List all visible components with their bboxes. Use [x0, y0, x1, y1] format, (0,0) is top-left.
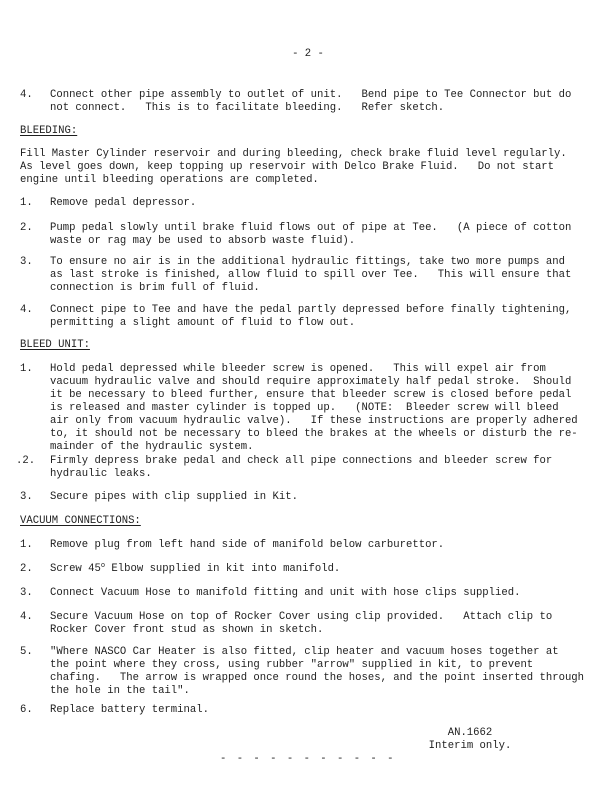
item-line: mainder of the hydraulic system.: [50, 441, 254, 453]
item-line: Replace battery terminal.: [50, 704, 209, 716]
item-number: 5.: [20, 646, 33, 658]
item-line: waste or rag may be used to absorb waste fluid).: [50, 235, 356, 247]
item-line: not connect. This is to facilitate bleeding. Refer sketch.: [50, 102, 445, 114]
item-line: "Where NASCO Car Heater is also fitted, clip heater and vacuum hoses together at: [50, 646, 559, 658]
item-line: Firmly depress brake pedal and check all pipe connections and bleeder screw for: [50, 455, 553, 467]
item-line: Connect pipe to Tee and have the pedal partly depressed before finally tightening,: [50, 304, 572, 316]
item-text: Screw 45: [50, 563, 101, 575]
item-line: is released and master cylinder is topped up. (NOTE: Bleeder screw will bleed: [50, 402, 559, 414]
section-heading-bleeding: BLEEDING:: [20, 125, 78, 137]
item-line: permitting a slight amount of fluid to flow out.: [50, 317, 356, 329]
end-rule: - - - - - - - - - - -: [220, 753, 396, 765]
item-line: chafing. The arrow is wrapped once round the hoses, and the point inserted through: [50, 672, 585, 684]
item-number: 3.: [20, 587, 33, 599]
item-line: the point where they cross, using rubber "arrow" supplied in kit, to prevent: [50, 659, 534, 671]
paragraph-line: Fill Master Cylinder reservoir and during bleeding, check brake fluid level regularly.: [20, 148, 567, 160]
item-number: 1.: [20, 197, 33, 209]
item-number: 4.: [20, 89, 33, 101]
item-number: 2.: [20, 222, 33, 234]
item-line: Pump pedal slowly until brake fluid flows out of pipe at Tee. (A piece of cotton: [50, 222, 572, 234]
item-line: Secure Vacuum Hose on top of Rocker Cover using clip provided. Attach clip to: [50, 611, 553, 623]
item-number: 3.: [20, 491, 33, 503]
item-line: Hold pedal depressed while bleeder screw is opened. This will expel air from: [50, 363, 546, 375]
section-heading-bleed-unit: BLEED UNIT:: [20, 339, 90, 351]
item-line: [50, 563, 340, 576]
item-line: Secure pipes with clip supplied in Kit.: [50, 491, 298, 503]
item-line: hydraulic leaks.: [50, 468, 152, 480]
item-line: connection is brim full of fluid.: [50, 282, 260, 294]
item-number: 1.: [20, 539, 33, 551]
item-line: To ensure no air is in the additional hydraulic fittings, take two more pumps and: [50, 256, 565, 268]
page-number: - 2 -: [292, 48, 324, 60]
item-line: vacuum hydraulic valve and should require approximately half pedal stroke. Should: [50, 376, 572, 388]
document-reference: AN.1662: [447, 727, 493, 739]
item-number: .2.: [16, 455, 36, 467]
item-line: Remove pedal depressor.: [50, 197, 197, 209]
paragraph-line: engine until bleeding operations are completed.: [20, 174, 319, 186]
item-line: to, it should not be necessary to bleed the brakes at the wheels or disturb the re-: [50, 428, 578, 440]
interim-note: Interim only.: [428, 740, 512, 752]
section-heading-vacuum-connections: VACUUM CONNECTIONS:: [20, 515, 141, 527]
item-number: 6.: [20, 704, 33, 716]
item-number: 4.: [20, 304, 33, 316]
item-line: Connect other pipe assembly to outlet of unit. Bend pipe to Tee Connector but do: [50, 89, 572, 101]
item-line: Rocker Cover front stud as shown in sketch.: [50, 624, 324, 636]
item-text: Elbow supplied in kit into manifold.: [105, 563, 341, 575]
item-line: the hole in the tail".: [50, 685, 190, 697]
item-number: 3.: [20, 256, 33, 268]
paragraph-line: As level goes down, keep topping up reservoir with Delco Brake Fluid. Do not start: [20, 161, 555, 173]
item-number: 2.: [20, 563, 33, 575]
item-line: as last stroke is finished, allow fluid to spill over Tee. This will ensure that: [50, 269, 572, 281]
item-number: 4.: [20, 611, 33, 623]
item-number: 1.: [20, 363, 33, 375]
item-line: Remove plug from left hand side of manifold below carburettor.: [50, 539, 445, 551]
item-line: it be necessary to bleed further, ensure that bleeder screw is closed before pedal: [50, 389, 572, 401]
degree-superscript: o: [100, 562, 106, 570]
item-line: Connect Vacuum Hose to manifold fitting and unit with hose clips supplied.: [50, 587, 521, 599]
item-line: air only from vacuum hydraulic valve). If these instructions are properly adhered: [50, 415, 578, 427]
